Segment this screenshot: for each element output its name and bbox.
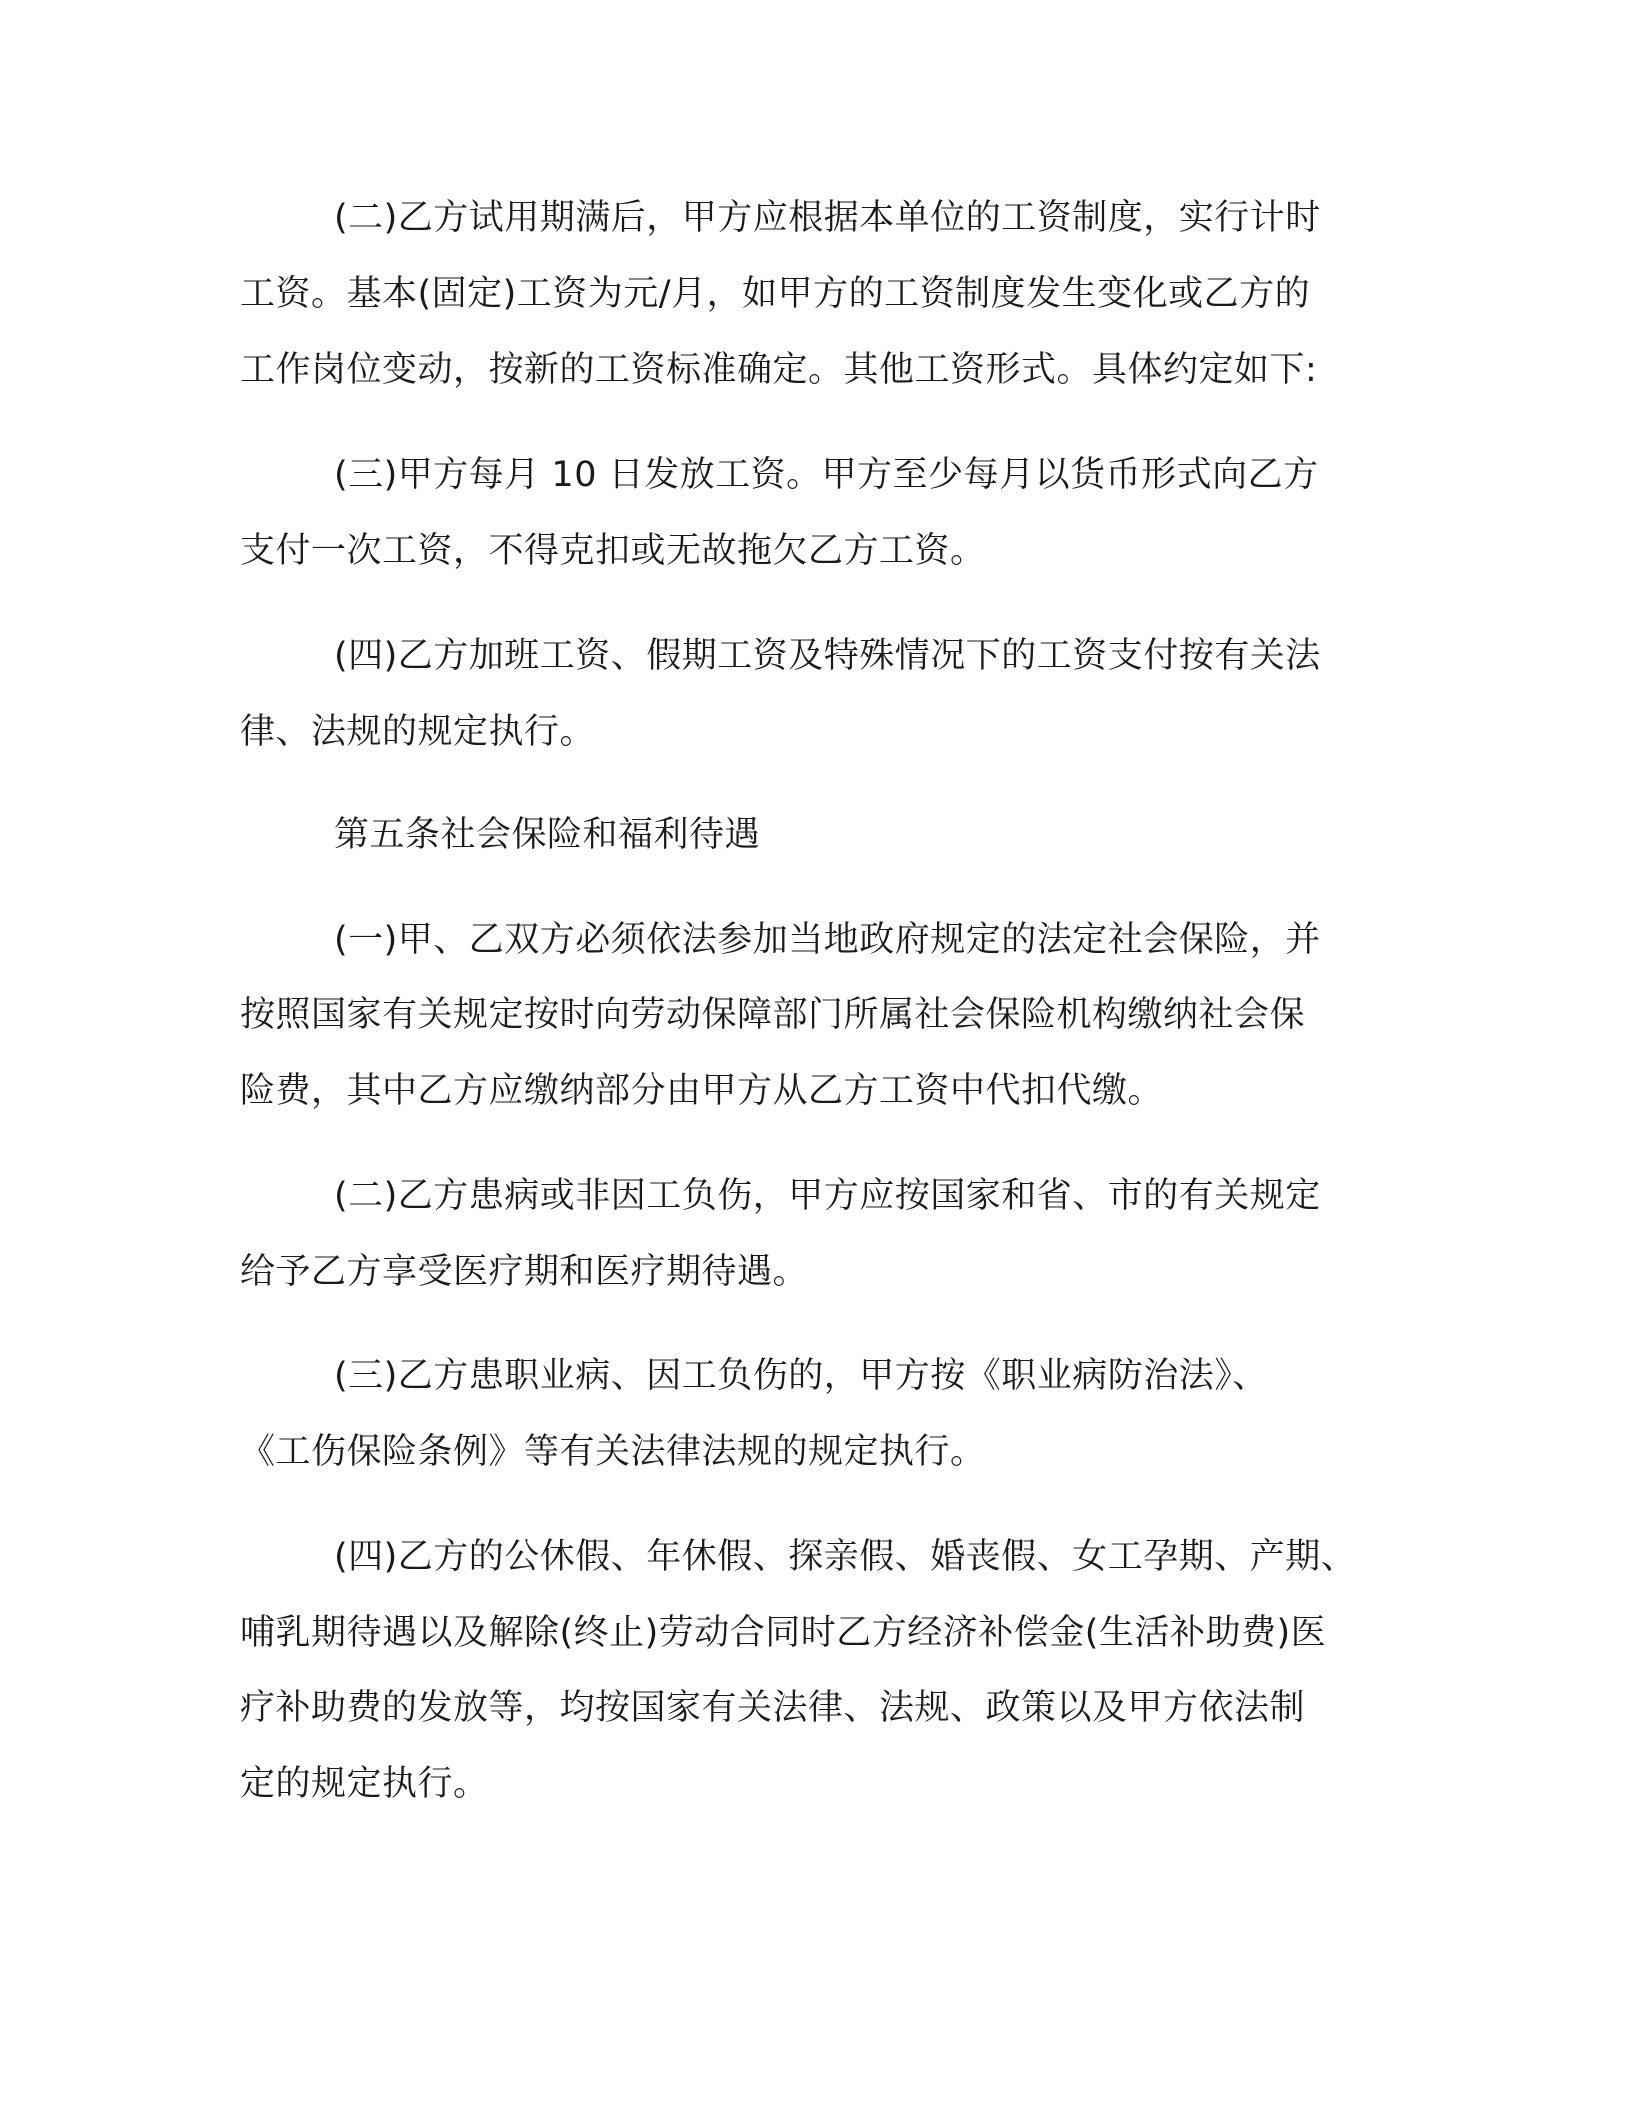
- text-line: 给予乙方享受医疗期和医疗期待遇。: [240, 1252, 809, 1292]
- text-line: 工资。基本(固定)工资为元/月，如甲方的工资制度发生变化或乙方的: [240, 274, 1311, 314]
- text-line: 律、法规的规定执行。: [240, 712, 596, 752]
- text-line: 《工伤保险条例》等有关法律法规的规定执行。: [240, 1432, 986, 1472]
- text-line: (四)乙方加班工资、假期工资及特殊情况下的工资支付按有关法: [334, 636, 1321, 676]
- text-line: 哺乳期待遇以及解除(终止)劳动合同时乙方经济补偿金(生活补助费)医: [240, 1613, 1327, 1653]
- text-line: (四)乙方的公休假、年休假、探亲假、婚丧假、女工孕期、产期、: [334, 1537, 1357, 1577]
- text-line: 疗补助费的发放等，均按国家有关法律、法规、政策以及甲方依法制: [240, 1688, 1306, 1728]
- text-line: (三)乙方患职业病、因工负伤的，甲方按《职业病防治法》、: [334, 1356, 1268, 1396]
- text-line: (三)甲方每月 10 日发放工资。甲方至少每月以货币形式向乙方: [334, 455, 1319, 495]
- text-line: (二)乙方患病或非因工负伤，甲方应按国家和省、市的有关规定: [334, 1176, 1321, 1216]
- text-line: 按照国家有关规定按时向劳动保障部门所属社会保险机构缴纳社会保: [240, 995, 1306, 1035]
- text-line: (一)甲、乙双方必须依法参加当地政府规定的法定社会保险，并: [334, 920, 1321, 960]
- text-line: (二)乙方试用期满后，甲方应根据本单位的工资制度，实行计时: [334, 198, 1321, 238]
- text-line: 险费，其中乙方应缴纳部分由甲方从乙方工资中代扣代缴。: [240, 1071, 1164, 1111]
- section-heading: 第五条社会保险和福利待遇: [334, 815, 761, 855]
- text-line: 定的规定执行。: [240, 1764, 489, 1804]
- text-line: 工作岗位变动，按新的工资标准确定。其他工资形式。具体约定如下:: [240, 350, 1318, 390]
- text-line: 支付一次工资，不得克扣或无故拖欠乙方工资。: [240, 531, 986, 571]
